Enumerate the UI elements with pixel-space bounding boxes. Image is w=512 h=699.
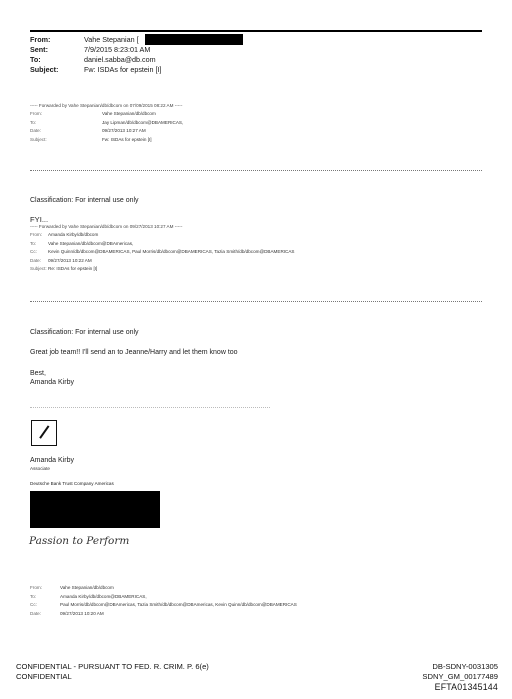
closing: Best, (30, 370, 46, 377)
redaction-from (145, 34, 243, 45)
header-sent: Sent: 7/9/2015 8:23:01 AM (30, 45, 151, 54)
signature-separator (30, 407, 270, 408)
fwd3-row: From: Vahe Stepanian/db/dbcom (30, 585, 114, 590)
header-to: To: daniel.sabba@db.com (30, 55, 156, 64)
msg2-row: From: Amanda Kirby/db/dbcom (30, 232, 99, 237)
closing-name: Amanda Kirby (30, 379, 74, 386)
fyi-text: FYI... (30, 215, 49, 224)
signature-title: Associate (30, 466, 50, 471)
header-from: From: Vahe Stepanian [ (30, 35, 139, 44)
fwd1-row: To: Jay Lipman/db/dbcom@DBAMERICAS, (30, 119, 184, 125)
fwd1-row: Date: 09/27/2013 10:27 AM (30, 128, 146, 134)
msg2-row: Subject:Re: ISDAs for epstein [I] (30, 266, 98, 272)
fwd1-row: Subject: Fw: ISDAs for epstein [I] (30, 136, 152, 142)
bates-id-3: EFTA01345144 (434, 682, 498, 692)
msg2-row: Cc: Kevin Quinn/db/dbcom@DBAMERICAS, Paul Morris/db/dbcom@DBAMERICAS, Tazia Smith/db/dbcom@DBAMERICAS (30, 249, 295, 255)
fwd3-row: To: Amanda Kirby/db/dbcom@DBAMERICAS, (30, 593, 147, 599)
separator-2 (30, 301, 482, 302)
classification-2: Classification: For internal use only (30, 329, 139, 336)
bates-id-2: SDNY_GM_00177489 (422, 672, 498, 681)
signature-name: Amanda Kirby (30, 457, 74, 464)
forward-line-1: ----- Forwarded by Vahe Stepanian/db/dbcom on 07/09/2015 08:22 AM ----- (30, 103, 183, 108)
bates-numbers (422, 662, 498, 692)
classification-1: Classification: For internal use only (30, 197, 139, 204)
slogan: Passion to Perform (29, 535, 130, 547)
forward-line-2: ----- Forwarded by Vahe Stepanian/db/dbcom on 09/27/2013 10:27 AM ----- (30, 224, 183, 229)
message-body: Great job team!! I'll send an to Jeanne/Harry and let them know too (30, 349, 238, 356)
forward-block-3 (30, 584, 297, 618)
forward-block-1 (30, 110, 183, 144)
header-subject: Subject: Fw: ISDAs for epstein [I] (30, 65, 162, 74)
top-rule (30, 30, 482, 32)
forward-block-2 (30, 231, 295, 274)
fwd3-row: Cc: Paul Morris/db/dbcom@DBAmericas, Tazia Smith/db/dbcom@DBAmericas, Kevin Quinn/db/dbcom@DBAMERICAS (30, 602, 297, 608)
separator-1 (30, 170, 482, 171)
redaction-signature (30, 491, 160, 528)
footer-left (16, 662, 209, 682)
confidential-notice: CONFIDENTIAL - PURSUANT TO FED. R. CRIM. P. 6(e) (16, 662, 209, 671)
msg2-row: To: Vahe Stepanian/db/dbcom@DBAmericas, (30, 240, 134, 246)
msg2-row: Date: 09/27/2013 10:22 AM (30, 257, 92, 263)
deutsche-bank-logo-icon (31, 420, 57, 446)
bates-id-1: DB-SDNY-0031305 (432, 662, 498, 671)
fwd1-row: From: Vahe Stepanian/db/dbcom (30, 111, 156, 116)
confidential-label: CONFIDENTIAL (16, 672, 72, 681)
fwd3-row: Date: 09/27/2013 10:20 AM (30, 610, 104, 616)
signature-org: Deutsche Bank Trust Company Americas (30, 481, 114, 486)
